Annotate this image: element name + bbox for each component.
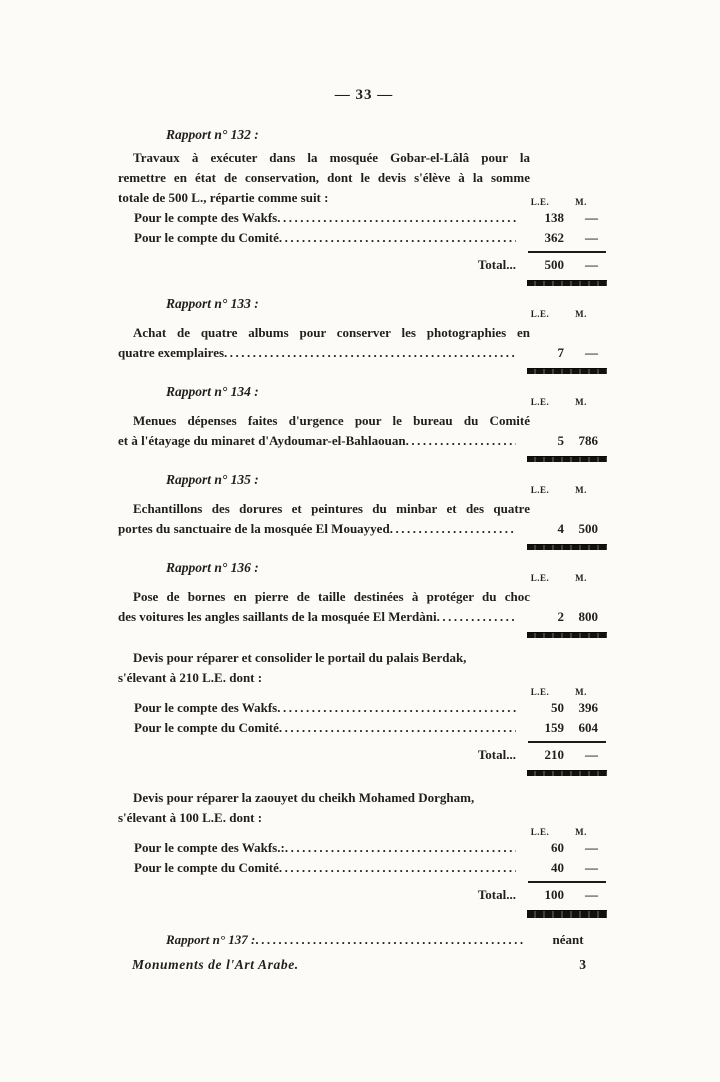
report-section-134 <box>118 382 610 462</box>
report-heading: Rapport n° 135 : <box>166 472 259 487</box>
column-header-le: L.E. <box>530 687 550 697</box>
paragraph-line: Achat de quatre albums pour conserver les photographies en <box>133 325 530 340</box>
report-section-135 <box>118 470 610 550</box>
amount-le: 2 <box>557 609 564 624</box>
column-header-le: L.E. <box>530 309 550 319</box>
section-end-rule <box>527 544 607 550</box>
total-rule <box>528 741 606 743</box>
dot-leader <box>277 698 516 718</box>
amount-le: 40 <box>551 860 564 875</box>
column-header-m: M. <box>575 485 587 495</box>
amount-le: 50 <box>551 700 564 715</box>
ledger-row <box>118 228 610 248</box>
paragraph-line: Menues dépenses faites d'urgence pour le bureau du Comité <box>133 413 530 428</box>
ledger-row <box>118 718 610 738</box>
row-label: quatre exemplaires <box>118 345 225 360</box>
paragraph-line: totale de 500 L., répartie comme suit : <box>118 190 329 205</box>
total-row <box>118 255 610 275</box>
report-heading: Rapport n° 133 : <box>166 296 259 311</box>
report-section-136 <box>118 558 610 638</box>
column-header-m: M. <box>575 197 587 207</box>
report-paragraph <box>118 411 530 431</box>
paragraph-line: s'élevant à 210 L.E. dont : <box>118 670 263 685</box>
publication-title: Monuments de l'Art Arabe. <box>132 957 299 972</box>
signature-number: 3 <box>579 957 586 972</box>
total-row <box>118 885 610 905</box>
column-header-le: L.E. <box>530 827 550 837</box>
column-header-m: M. <box>575 397 587 407</box>
paragraph-line: remettre en état de conservation, dont le devis s'élève à la somme <box>118 170 530 185</box>
report-heading: Rapport n° 137 : <box>166 932 256 947</box>
row-label: Pour le compte du Comité <box>134 720 279 735</box>
amount-le: 5 <box>557 433 564 448</box>
column-header-m: M. <box>575 687 587 697</box>
section-end-rule <box>527 368 607 374</box>
dot-leader <box>255 930 526 950</box>
dot-leader <box>437 607 516 627</box>
dot-leader <box>285 838 516 858</box>
dot-leader <box>406 431 516 451</box>
amount-m: — <box>585 747 598 762</box>
section-end-rule <box>527 910 607 918</box>
total-rule <box>528 881 606 883</box>
page-footer <box>118 954 610 976</box>
ledger-row <box>118 698 610 718</box>
row-label: Pour le compte des Wakfs <box>134 700 278 715</box>
amount-le: 159 <box>544 720 564 735</box>
paragraph-line: s'élevant à 100 L.E. dont : <box>118 810 263 825</box>
report-section-132 <box>118 125 610 286</box>
column-header-m: M. <box>575 573 587 583</box>
estimate-section-berdak <box>118 648 610 776</box>
ledger-row <box>118 838 610 858</box>
dot-leader <box>279 228 516 248</box>
row-label: des voitures les angles saillants de la mosquée El Merdàni <box>118 609 437 624</box>
amount-le: 210 <box>544 747 564 762</box>
amount-m: — <box>585 840 598 855</box>
amount-m: 396 <box>578 700 598 715</box>
total-rule <box>528 251 606 253</box>
column-header-le: L.E. <box>530 197 550 207</box>
estimate-section-dorgham <box>118 788 610 918</box>
report-heading: Rapport n° 134 : <box>166 384 259 399</box>
amount-m: 604 <box>578 720 598 735</box>
amount-le: 60 <box>551 840 564 855</box>
ledger-row <box>118 343 610 363</box>
report-section-137 <box>118 930 610 950</box>
ledger-row <box>118 519 610 539</box>
row-label: portes du sanctuaire de la mosquée El Mouayyed <box>118 521 390 536</box>
dot-leader <box>277 208 516 228</box>
amount-m: 500 <box>578 521 598 536</box>
row-label: Pour le compte du Comité <box>134 230 279 245</box>
amount-m: — <box>585 887 598 902</box>
amount-m: — <box>585 210 598 225</box>
row-label: Pour le compte des Wakfs <box>134 210 278 225</box>
section-end-rule <box>527 632 607 638</box>
dot-leader <box>390 519 516 539</box>
total-label: Total... <box>477 747 516 762</box>
ledger-row <box>118 208 610 228</box>
ledger-row <box>118 431 610 451</box>
amount-m: — <box>585 860 598 875</box>
amount-m: — <box>585 257 598 272</box>
amount-le: 500 <box>544 257 564 272</box>
column-header-m: M. <box>575 309 587 319</box>
row-label: Pour le compte du Comité <box>134 860 279 875</box>
paragraph-line: Devis pour réparer et consolider le portail du palais Berdak, <box>133 650 467 665</box>
column-header-m: M. <box>575 827 587 837</box>
report-section-133 <box>118 294 610 374</box>
total-label: Total... <box>477 887 516 902</box>
report-heading: Rapport n° 132 : <box>166 127 259 142</box>
dot-leader <box>279 718 516 738</box>
amount-m: 800 <box>578 609 598 624</box>
column-header-le: L.E. <box>530 485 550 495</box>
dot-leader <box>279 858 516 878</box>
report-paragraph <box>118 587 530 607</box>
row-label: Pour le compte des Wakfs.: <box>134 840 285 855</box>
paragraph-line: Devis pour réparer la zaouyet du cheikh Mohamed Dorgham, <box>133 790 475 805</box>
amount-m: — <box>585 230 598 245</box>
section-end-rule <box>527 280 607 286</box>
report-paragraph <box>118 788 530 828</box>
amount-value: néant <box>552 932 584 947</box>
amount-le: 138 <box>544 210 564 225</box>
dot-leader <box>224 343 516 363</box>
paragraph-line: Pose de bornes en pierre de taille destinées à protéger du choc <box>133 589 530 604</box>
paragraph-line: Echantillons des dorures et peintures du minbar et des quatre <box>133 501 530 516</box>
total-label: Total... <box>477 257 516 272</box>
amount-le: 7 <box>557 345 564 360</box>
page-number-header: — 33 — <box>334 87 394 103</box>
total-row <box>118 745 610 765</box>
section-end-rule <box>527 770 607 776</box>
report-heading: Rapport n° 136 : <box>166 560 259 575</box>
amount-le: 4 <box>557 521 564 536</box>
report-paragraph <box>118 648 530 688</box>
amount-le: 362 <box>544 230 564 245</box>
section-end-rule <box>527 456 607 462</box>
ledger-row <box>118 858 610 878</box>
paragraph-line: Travaux à exécuter dans la mosquée Gobar-el-Lâlâ pour la <box>133 150 530 165</box>
amount-le: 100 <box>544 887 564 902</box>
report-paragraph <box>118 499 530 519</box>
report-paragraph <box>118 323 530 343</box>
ledger-row <box>118 607 610 627</box>
page-content <box>118 86 610 976</box>
column-header-le: L.E. <box>530 397 550 407</box>
row-label: et à l'étayage du minaret d'Aydoumar-el-Bahlaouan <box>118 433 406 448</box>
column-header-le: L.E. <box>530 573 550 583</box>
amount-m: 786 <box>578 433 598 448</box>
amount-m: — <box>585 345 598 360</box>
